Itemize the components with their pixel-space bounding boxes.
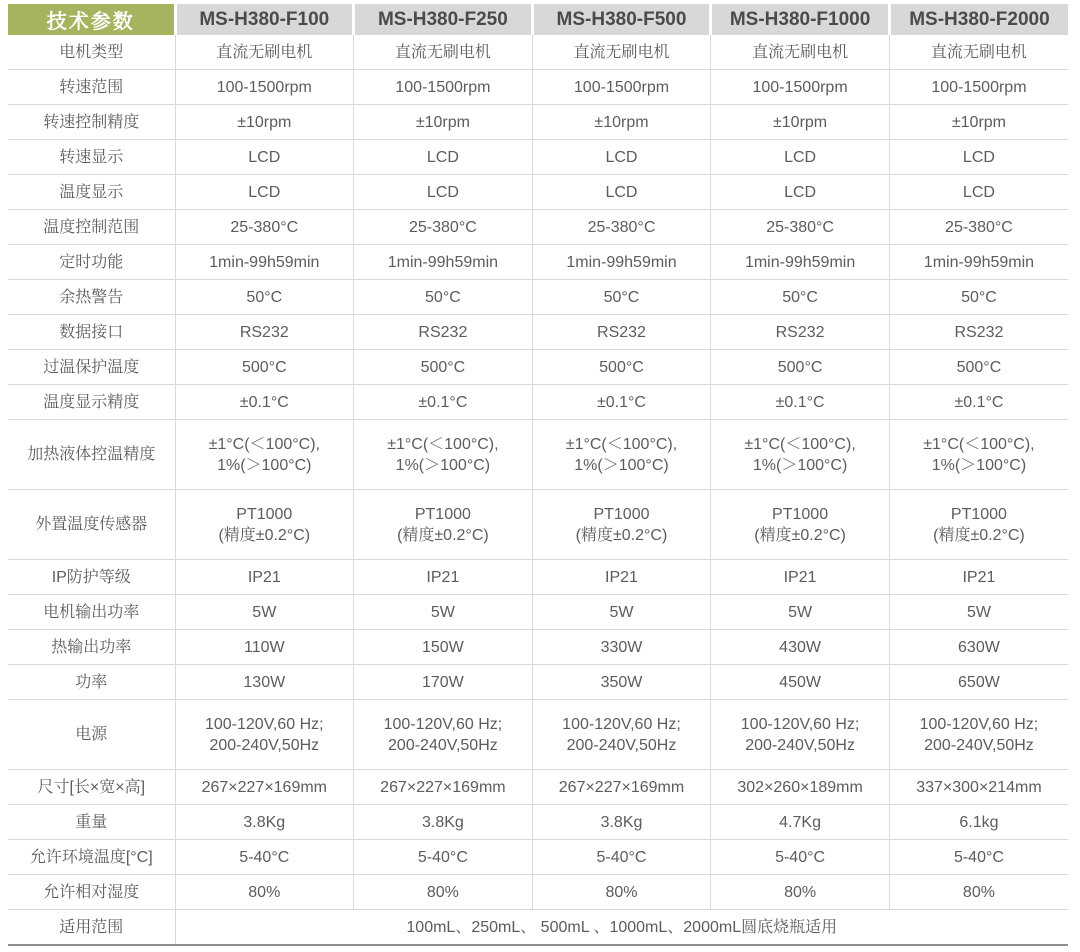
parameter-label: 适用范围 (8, 910, 175, 946)
parameter-label: 重量 (8, 805, 175, 840)
column-header-model-f250: MS-H380-F250 (354, 4, 533, 35)
table-row (8, 910, 1068, 946)
table-row (8, 490, 1068, 560)
table-row (8, 665, 1068, 700)
parameter-value: 80% (889, 875, 1068, 910)
parameter-value: LCD (711, 140, 890, 175)
parameter-value: 5-40°C (175, 840, 354, 875)
technical-parameters-table (8, 4, 1068, 946)
parameter-value: 1min-99h59min (532, 245, 711, 280)
table-row (8, 875, 1068, 910)
parameter-value: IP21 (175, 560, 354, 595)
parameter-value: 25-380°C (889, 210, 1068, 245)
parameter-value: PT1000 (精度±0.2°C) (532, 490, 711, 560)
parameter-value: RS232 (354, 315, 533, 350)
parameter-label: 电机输出功率 (8, 595, 175, 630)
parameter-value: 25-380°C (354, 210, 533, 245)
parameter-label: 电机类型 (8, 35, 175, 70)
parameter-value: 500°C (175, 350, 354, 385)
parameter-label: 加热液体控温精度 (8, 420, 175, 490)
table-row (8, 840, 1068, 875)
table-row (8, 420, 1068, 490)
parameter-value: 25-380°C (532, 210, 711, 245)
table-body (8, 35, 1068, 945)
column-header-model-f1000: MS-H380-F1000 (711, 4, 890, 35)
parameter-label: 功率 (8, 665, 175, 700)
parameter-value: 50°C (711, 280, 890, 315)
parameter-value: 3.8Kg (175, 805, 354, 840)
parameter-value: ±10rpm (354, 105, 533, 140)
parameter-value: PT1000 (精度±0.2°C) (889, 490, 1068, 560)
table-row (8, 560, 1068, 595)
parameter-label: 允许相对湿度 (8, 875, 175, 910)
parameter-value: 5W (889, 595, 1068, 630)
parameter-value: PT1000 (精度±0.2°C) (175, 490, 354, 560)
parameter-value: 267×227×169mm (354, 770, 533, 805)
parameter-value: RS232 (889, 315, 1068, 350)
parameter-value: 5W (532, 595, 711, 630)
parameter-value: ±10rpm (532, 105, 711, 140)
parameter-value: 50°C (175, 280, 354, 315)
parameter-value: ±10rpm (711, 105, 890, 140)
parameter-value: 302×260×189mm (711, 770, 890, 805)
parameter-value: LCD (532, 140, 711, 175)
table-row (8, 315, 1068, 350)
table-row (8, 35, 1068, 70)
parameter-value-merged: 100mL、250mL、 500mL 、1000mL、2000mL圆底烧瓶适用 (175, 910, 1068, 946)
parameter-value: PT1000 (精度±0.2°C) (711, 490, 890, 560)
parameter-value: 1min-99h59min (711, 245, 890, 280)
parameter-value: 80% (354, 875, 533, 910)
parameter-value: 50°C (889, 280, 1068, 315)
parameter-label: 余热警告 (8, 280, 175, 315)
parameter-value: 4.7Kg (711, 805, 890, 840)
parameter-value: LCD (532, 175, 711, 210)
parameter-value: 130W (175, 665, 354, 700)
parameter-value: 100-120V,60 Hz; 200-240V,50Hz (354, 700, 533, 770)
parameter-value: ±10rpm (175, 105, 354, 140)
parameter-label: 电源 (8, 700, 175, 770)
parameter-value: 500°C (354, 350, 533, 385)
parameter-value: 170W (354, 665, 533, 700)
parameter-value: 100-120V,60 Hz; 200-240V,50Hz (711, 700, 890, 770)
parameter-label: 温度显示 (8, 175, 175, 210)
parameter-value: 80% (711, 875, 890, 910)
parameter-value: 500°C (889, 350, 1068, 385)
parameter-value: 80% (532, 875, 711, 910)
parameter-value: ±0.1°C (354, 385, 533, 420)
parameter-label: 外置温度传感器 (8, 490, 175, 560)
parameter-value: ±0.1°C (175, 385, 354, 420)
parameter-value: 330W (532, 630, 711, 665)
parameter-value: LCD (889, 175, 1068, 210)
parameter-value: IP21 (532, 560, 711, 595)
table-row (8, 630, 1068, 665)
table-row (8, 70, 1068, 105)
parameter-value: 500°C (711, 350, 890, 385)
table-row (8, 280, 1068, 315)
table-title: 技术参数 (8, 4, 175, 35)
table-row (8, 385, 1068, 420)
parameter-label: IP防护等级 (8, 560, 175, 595)
table-row (8, 105, 1068, 140)
parameter-value: ±0.1°C (532, 385, 711, 420)
parameter-value: 500°C (532, 350, 711, 385)
parameter-value: 6.1kg (889, 805, 1068, 840)
parameter-value: 450W (711, 665, 890, 700)
parameter-value: 5-40°C (354, 840, 533, 875)
parameter-label: 转速范围 (8, 70, 175, 105)
parameter-value: ±1°C(＜100°C), 1%(＞100°C) (354, 420, 533, 490)
parameter-value: 1min-99h59min (175, 245, 354, 280)
parameter-value: 150W (354, 630, 533, 665)
parameter-value: 267×227×169mm (175, 770, 354, 805)
column-header-model-f100: MS-H380-F100 (175, 4, 354, 35)
table-row (8, 805, 1068, 840)
parameter-value: LCD (354, 175, 533, 210)
parameter-label: 热输出功率 (8, 630, 175, 665)
table-row (8, 175, 1068, 210)
parameter-value: RS232 (532, 315, 711, 350)
parameter-value: 5-40°C (711, 840, 890, 875)
parameter-value: 50°C (354, 280, 533, 315)
parameter-value: 50°C (532, 280, 711, 315)
parameter-value: RS232 (711, 315, 890, 350)
parameter-value: ±1°C(＜100°C), 1%(＞100°C) (889, 420, 1068, 490)
table-row (8, 140, 1068, 175)
parameter-value: 25-380°C (175, 210, 354, 245)
parameter-label: 数据接口 (8, 315, 175, 350)
table-header-row (8, 4, 1068, 35)
parameter-label: 允许环境温度[°C] (8, 840, 175, 875)
parameter-value: 100-120V,60 Hz; 200-240V,50Hz (175, 700, 354, 770)
table-row (8, 595, 1068, 630)
parameter-value: 直流无刷电机 (889, 35, 1068, 70)
parameter-value: 100-120V,60 Hz; 200-240V,50Hz (889, 700, 1068, 770)
parameter-value: 3.8Kg (532, 805, 711, 840)
parameter-label: 定时功能 (8, 245, 175, 280)
parameter-value: 650W (889, 665, 1068, 700)
parameter-value: LCD (175, 140, 354, 175)
parameter-value: 5W (711, 595, 890, 630)
parameter-value: LCD (175, 175, 354, 210)
parameter-value: 337×300×214mm (889, 770, 1068, 805)
parameter-value: 100-1500rpm (889, 70, 1068, 105)
parameter-label: 温度控制范围 (8, 210, 175, 245)
parameter-value: 430W (711, 630, 890, 665)
parameter-value: 直流无刷电机 (532, 35, 711, 70)
parameter-value: 直流无刷电机 (711, 35, 890, 70)
parameter-value: 100-1500rpm (354, 70, 533, 105)
parameter-label: 转速显示 (8, 140, 175, 175)
parameter-value: IP21 (711, 560, 890, 595)
parameter-value: 1min-99h59min (354, 245, 533, 280)
parameter-value: 直流无刷电机 (175, 35, 354, 70)
parameter-label: 转速控制精度 (8, 105, 175, 140)
parameter-value: LCD (889, 140, 1068, 175)
column-header-model-f2000: MS-H380-F2000 (889, 4, 1068, 35)
parameter-value: 5W (354, 595, 533, 630)
parameter-label: 温度显示精度 (8, 385, 175, 420)
parameter-value: ±0.1°C (711, 385, 890, 420)
parameter-value: PT1000 (精度±0.2°C) (354, 490, 533, 560)
parameter-value: 100-120V,60 Hz; 200-240V,50Hz (532, 700, 711, 770)
parameter-value: 100-1500rpm (711, 70, 890, 105)
parameter-value: LCD (354, 140, 533, 175)
parameter-value: IP21 (354, 560, 533, 595)
parameter-value: 5W (175, 595, 354, 630)
parameter-value: 1min-99h59min (889, 245, 1068, 280)
parameter-value: 630W (889, 630, 1068, 665)
parameter-value: 110W (175, 630, 354, 665)
parameter-value: IP21 (889, 560, 1068, 595)
table-row (8, 770, 1068, 805)
table-row (8, 245, 1068, 280)
parameter-value: 350W (532, 665, 711, 700)
parameter-value: RS232 (175, 315, 354, 350)
parameter-value: ±10rpm (889, 105, 1068, 140)
parameter-value: ±1°C(＜100°C), 1%(＞100°C) (711, 420, 890, 490)
parameter-value: 25-380°C (711, 210, 890, 245)
parameter-value: 267×227×169mm (532, 770, 711, 805)
parameter-value: 3.8Kg (354, 805, 533, 840)
parameter-label: 尺寸[长×宽×高] (8, 770, 175, 805)
parameter-value: ±1°C(＜100°C), 1%(＞100°C) (532, 420, 711, 490)
column-header-model-f500: MS-H380-F500 (532, 4, 711, 35)
table-row (8, 210, 1068, 245)
parameter-value: 100-1500rpm (532, 70, 711, 105)
parameter-value: ±0.1°C (889, 385, 1068, 420)
parameter-value: 80% (175, 875, 354, 910)
parameter-value: 5-40°C (889, 840, 1068, 875)
parameter-value: ±1°C(＜100°C), 1%(＞100°C) (175, 420, 354, 490)
parameter-value: LCD (711, 175, 890, 210)
parameter-value: 直流无刷电机 (354, 35, 533, 70)
table-row (8, 350, 1068, 385)
parameter-value: 5-40°C (532, 840, 711, 875)
table-row (8, 700, 1068, 770)
parameter-label: 过温保护温度 (8, 350, 175, 385)
parameter-value: 100-1500rpm (175, 70, 354, 105)
